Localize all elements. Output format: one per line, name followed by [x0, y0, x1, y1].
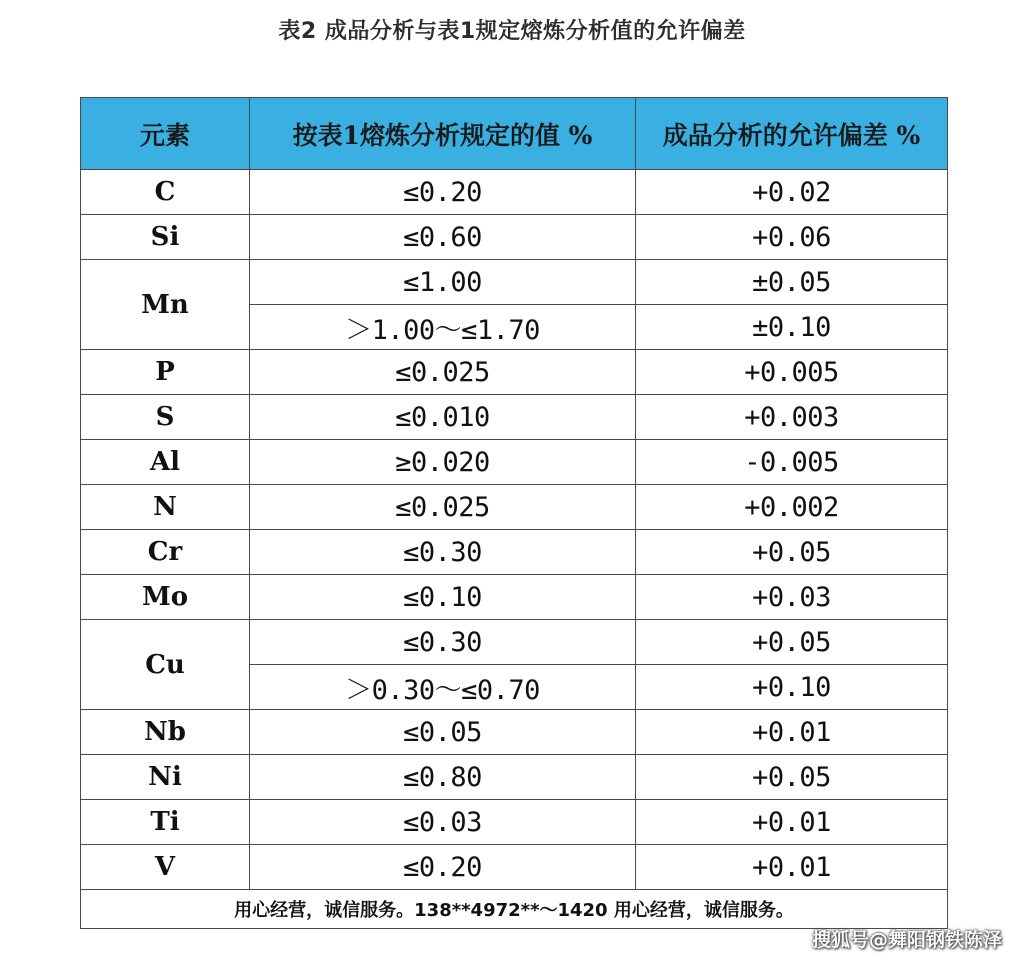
table-row [81, 170, 948, 215]
tolerance-cell: +0.10 [636, 665, 948, 710]
melt-value-cell: ＞1.00～≤1.70 [250, 305, 636, 350]
element-cell: Ni [81, 755, 250, 800]
element-cell: S [81, 395, 250, 440]
tolerance-cell: +0.005 [636, 350, 948, 395]
table-row [81, 350, 948, 395]
element-cell: Mo [81, 575, 250, 620]
tolerance-cell: +0.06 [636, 215, 948, 260]
tolerance-cell: +0.01 [636, 710, 948, 755]
melt-value-cell: ≤0.010 [250, 395, 636, 440]
table-row [81, 260, 948, 305]
melt-value-cell: ≤1.00 [250, 260, 636, 305]
table-row [81, 755, 948, 800]
element-cell: Ti [81, 800, 250, 845]
table-row [81, 845, 948, 890]
header-melt-value: 按表1熔炼分析规定的值 % [250, 98, 636, 170]
tolerance-cell: +0.05 [636, 620, 948, 665]
tolerance-cell: +0.01 [636, 800, 948, 845]
table-row [81, 710, 948, 755]
element-cell: N [81, 485, 250, 530]
melt-value-cell: ≤0.025 [250, 485, 636, 530]
melt-value-cell: ≤0.10 [250, 575, 636, 620]
melt-value-cell: ≤0.05 [250, 710, 636, 755]
melt-value-cell: ≤0.30 [250, 530, 636, 575]
melt-value-cell: ≥0.020 [250, 440, 636, 485]
table-row [81, 575, 948, 620]
element-cell: Cr [81, 530, 250, 575]
table-body [81, 170, 948, 890]
tolerance-cell: +0.002 [636, 485, 948, 530]
header-tolerance: 成品分析的允许偏差 % [636, 98, 948, 170]
element-cell: Nb [81, 710, 250, 755]
tolerance-cell: +0.05 [636, 530, 948, 575]
melt-value-cell: ≤0.60 [250, 215, 636, 260]
melt-value-cell: ≤0.03 [250, 800, 636, 845]
element-cell: P [81, 350, 250, 395]
tolerance-cell: ±0.05 [636, 260, 948, 305]
header-row [81, 98, 948, 170]
melt-value-cell: ≤0.80 [250, 755, 636, 800]
footer-row [81, 890, 948, 929]
tolerance-cell: +0.01 [636, 845, 948, 890]
element-cell: Si [81, 215, 250, 260]
table-row [81, 395, 948, 440]
melt-value-cell: ≤0.20 [250, 845, 636, 890]
melt-value-cell: ≤0.30 [250, 620, 636, 665]
melt-value-cell: ＞0.30～≤0.70 [250, 665, 636, 710]
melt-value-cell: ≤0.025 [250, 350, 636, 395]
element-cell: Al [81, 440, 250, 485]
tolerance-table [80, 97, 948, 929]
tolerance-cell: -0.005 [636, 440, 948, 485]
tolerance-cell: +0.02 [636, 170, 948, 215]
table-title: 表2 成品分析与表1规定熔炼分析值的允许偏差 [278, 19, 746, 44]
table-row [81, 800, 948, 845]
table-row [81, 620, 948, 665]
table-row [81, 530, 948, 575]
table-row [81, 215, 948, 260]
element-cell: Mn [81, 260, 250, 350]
element-cell: Cu [81, 620, 250, 710]
watermark: 搜狐号@舞阳钢铁陈泽 [811, 929, 1002, 951]
element-cell: V [81, 845, 250, 890]
header-element: 元素 [81, 98, 250, 170]
footer-note: 用心经营，诚信服务。138**4972**～1420 用心经营，诚信服务。 [81, 890, 948, 929]
element-cell: C [81, 170, 250, 215]
tolerance-cell: +0.03 [636, 575, 948, 620]
table-row [81, 440, 948, 485]
tolerance-cell: +0.05 [636, 755, 948, 800]
melt-value-cell: ≤0.20 [250, 170, 636, 215]
tolerance-cell: ±0.10 [636, 305, 948, 350]
tolerance-cell: +0.003 [636, 395, 948, 440]
table-row [81, 485, 948, 530]
